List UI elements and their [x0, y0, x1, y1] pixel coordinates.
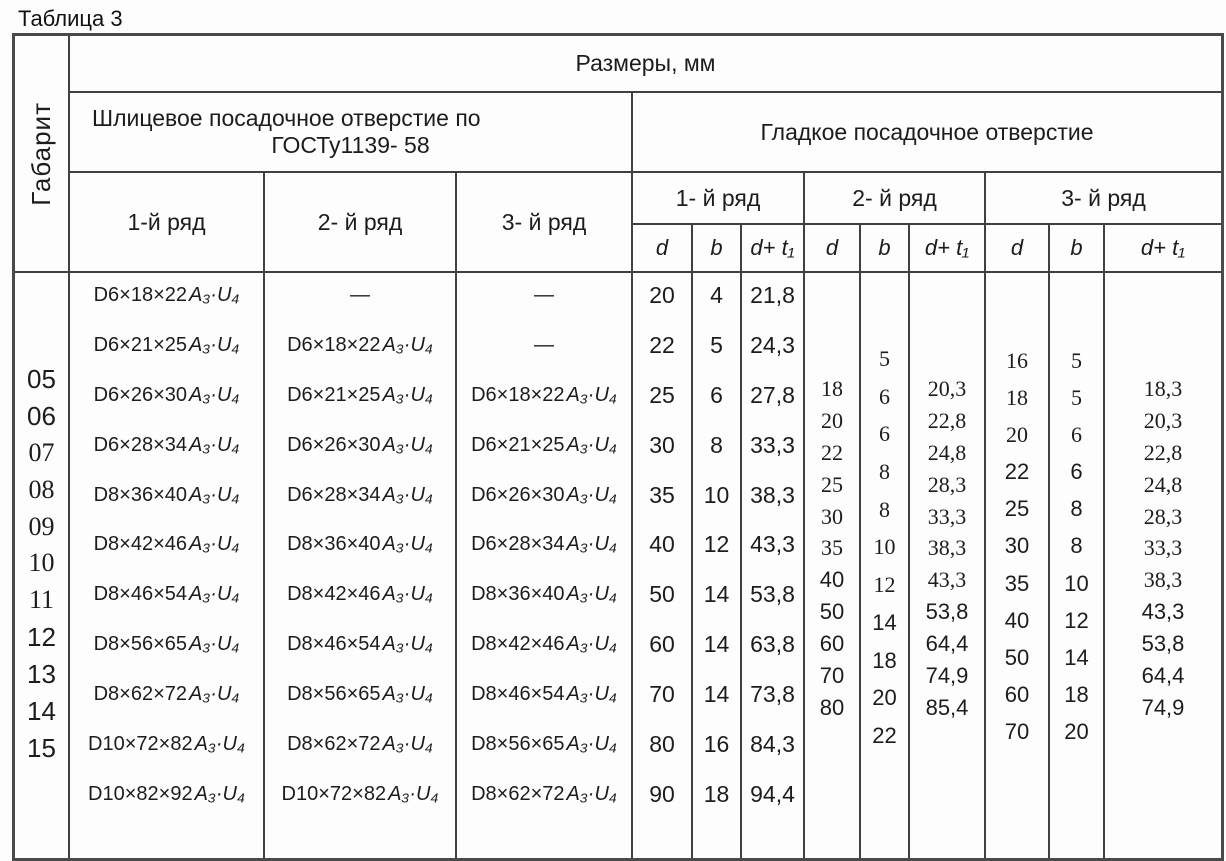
spline-fit: A₃·U₄	[189, 383, 240, 406]
d-value: 50	[649, 581, 675, 608]
spline-fit: A₃·U₄	[382, 733, 433, 756]
d-value: 25	[821, 471, 843, 497]
dt1-value: 20,3	[927, 376, 967, 401]
b-value: 6	[710, 381, 723, 408]
spline-designation	[471, 381, 617, 409]
smooth-r2-b-cell	[861, 273, 910, 858]
b-value: 18	[1064, 681, 1089, 707]
spline-designation	[471, 481, 617, 509]
dt1-value: 38,3	[1143, 567, 1183, 593]
dt1-value: 73,8	[750, 681, 795, 708]
dt1-value: 74,9	[1141, 694, 1185, 720]
b-value: 8	[879, 459, 890, 485]
b-value: 10	[1064, 570, 1089, 596]
gabarit-value: 05	[27, 364, 56, 394]
spline-size: D8×46×54	[471, 683, 565, 706]
spline-size: D8×56×65	[93, 633, 188, 656]
smooth-col-header-2: 2- й ряд	[805, 173, 986, 225]
spline-designation	[287, 431, 433, 459]
spline-fit: A₃·U₄	[566, 583, 617, 606]
dt1-value: 28,3	[1143, 503, 1183, 529]
b-value: 5	[879, 346, 890, 371]
subheader-b-1: b	[693, 225, 742, 273]
subheader-d-2: d	[805, 225, 861, 273]
spline-size: D8×56×65	[471, 733, 565, 756]
b-value: 5	[1071, 385, 1082, 411]
spline-col-header-1: 1-й ряд	[70, 173, 265, 273]
dt1-value: 18,3	[1143, 376, 1183, 401]
d-value: 22	[1004, 459, 1030, 485]
dt1-value: 27,8	[750, 381, 795, 408]
spline-designation	[287, 580, 433, 608]
d-value: 18	[1006, 385, 1028, 411]
d-value: 60	[819, 631, 845, 657]
smooth-r1-b-cell	[693, 273, 742, 858]
smooth-r1-d-cell	[633, 273, 693, 858]
gabarit-header-cell	[15, 36, 70, 273]
d-value: 90	[649, 780, 675, 807]
spline-size: D6×21×25	[287, 383, 381, 406]
d-value: 20	[649, 282, 675, 308]
gabarit-label: Габарит	[26, 101, 56, 206]
spline-designation	[471, 630, 617, 658]
b-value: 22	[872, 722, 897, 748]
gabarit-value: 13	[27, 659, 56, 690]
gabarit-value: 08	[28, 474, 55, 504]
spline-fit: A₃·U₄	[382, 683, 433, 706]
spline-designation	[287, 630, 433, 658]
dt1-value: 24,8	[927, 439, 967, 465]
spline-fit: A₃·U₄	[189, 284, 240, 306]
smooth-r1-dt1-stack	[742, 273, 803, 858]
spline-designation: —	[350, 284, 370, 306]
spline-size: D6×26×30	[471, 483, 565, 506]
d-value: 80	[649, 731, 675, 758]
smooth-r3-dt1-stack	[1105, 273, 1221, 858]
b-value: 12	[703, 531, 730, 558]
d-value: 40	[1004, 607, 1030, 633]
dt1-value: 33,3	[1143, 535, 1183, 561]
gabarit-value: 12	[27, 622, 56, 653]
dt1-value: 21,8	[750, 282, 795, 308]
spline-designation	[88, 730, 245, 758]
spline-fit: A₃·U₄	[382, 433, 433, 456]
spline-size: D8×36×40	[93, 483, 188, 506]
spline-designation	[282, 780, 439, 808]
spline-fit: A₃·U₄	[382, 483, 433, 506]
spline-designation	[94, 580, 240, 608]
dt1-value: 43,3	[1141, 599, 1185, 625]
d-value: 20	[821, 407, 843, 433]
spline-designation	[471, 530, 617, 558]
spline-size: D8×56×65	[287, 683, 381, 706]
subheader-dt1-2: d+ t₁	[910, 225, 986, 273]
gabarit-value: 10	[28, 548, 55, 578]
spline-size: D6×28×34	[287, 483, 381, 506]
b-value: 6	[1071, 422, 1082, 448]
subheader-d-3: d	[986, 225, 1050, 273]
spline-ryad3-stack	[457, 273, 631, 858]
spline-designation	[94, 381, 240, 409]
spline-fit: A₃·U₄	[566, 383, 617, 406]
spline-fit: A₃·U₄	[189, 633, 240, 656]
spline-size: D8×42×46	[93, 533, 188, 556]
spline-size: D8×62×72	[471, 782, 565, 805]
b-value: 8	[1070, 496, 1083, 522]
spline-fit: A₃·U₄	[194, 782, 245, 805]
spline-size: D6×26×30	[93, 383, 188, 406]
spline-size: D10×72×82	[281, 782, 387, 805]
spline-fit: A₃·U₄	[566, 433, 617, 456]
smooth-r1-dt1-cell	[742, 273, 805, 858]
gabarit-values-cell	[15, 273, 70, 858]
spline-size: D8×62×72	[93, 683, 188, 706]
dt1-value: 38,3	[750, 481, 795, 508]
dt1-value: 43,3	[927, 567, 967, 593]
dt1-value: 53,8	[925, 599, 969, 625]
dt1-value: 64,4	[925, 631, 969, 657]
smooth-r3-b-cell	[1050, 273, 1105, 858]
b-value: 10	[703, 481, 730, 508]
b-value: 14	[703, 631, 730, 658]
d-value: 25	[649, 381, 675, 408]
spline-size: D6×18×22	[287, 333, 381, 356]
dt1-value: 20,3	[1143, 407, 1183, 433]
spline-size: D6×18×22	[93, 284, 188, 306]
spline-section-header	[70, 93, 633, 173]
subheader-b-3: b	[1050, 225, 1105, 273]
table-caption: Таблица 3	[18, 6, 123, 31]
spline-designation	[471, 680, 617, 708]
spline-designation	[287, 381, 433, 409]
b-value: 8	[879, 496, 890, 522]
b-value: 12	[873, 572, 896, 598]
dt1-value: 24,8	[1143, 471, 1183, 497]
spline-designation	[94, 680, 240, 708]
spline-section-title-line2: ГОСТу1139- 58	[271, 132, 430, 158]
b-value: 14	[703, 681, 730, 708]
gabarit-value: 11	[28, 585, 55, 615]
b-value: 12	[1064, 607, 1089, 633]
spline-designation	[287, 680, 433, 708]
smooth-r1-b-stack	[693, 273, 740, 858]
spline-designation	[471, 780, 617, 808]
b-value: 6	[879, 421, 890, 447]
b-value: 20	[1064, 718, 1089, 744]
spline-designation	[94, 481, 240, 509]
smooth-r3-d-stack	[986, 273, 1048, 858]
gabarit-value: 06	[27, 400, 56, 431]
subheader-dt1-3: d+ t₁	[1105, 225, 1221, 273]
spline-fit: A₃·U₄	[194, 733, 245, 756]
dt1-value: 63,8	[750, 631, 795, 658]
smooth-r2-dt1-stack	[910, 273, 984, 858]
gabarit-stack	[15, 273, 68, 858]
b-value: 10	[873, 534, 896, 560]
spline-size: D8×62×72	[287, 733, 381, 756]
spline-size: D8×42×46	[287, 583, 381, 606]
b-value: 8	[1070, 533, 1083, 559]
spline-designation	[287, 331, 433, 359]
spline-size: D6×26×30	[287, 433, 381, 456]
dt1-value: 22,8	[927, 407, 967, 433]
subheader-b-2: b	[861, 225, 910, 273]
dt1-value: 24,3	[750, 331, 795, 358]
spline-fit: A₃·U₄	[189, 433, 240, 456]
spline-designation	[287, 730, 433, 758]
spline-section-title-line1: Шлицевое посадочное отверстие по	[92, 105, 481, 131]
spline-fit: A₃·U₄	[382, 533, 433, 556]
d-value: 70	[649, 681, 675, 708]
spline-size: D8×42×46	[471, 633, 565, 656]
smooth-r2-d-stack	[805, 273, 859, 858]
spline-designation	[94, 530, 240, 558]
smooth-r2-b-stack	[861, 273, 908, 858]
spline-designation	[471, 431, 617, 459]
spline-size: D8×46×54	[93, 583, 188, 606]
smooth-r2-dt1-cell	[910, 273, 986, 858]
spline-fit: A₃·U₄	[189, 483, 240, 506]
spline-ryad1-cell	[70, 273, 265, 858]
spline-size: D6×28×34	[471, 533, 565, 556]
d-value: 35	[1004, 570, 1030, 596]
d-value: 30	[821, 503, 843, 529]
dt1-value: 64,4	[1141, 663, 1185, 689]
spline-fit: A₃·U₄	[566, 782, 617, 805]
spline-designation: —	[534, 333, 554, 356]
d-value: 60	[1004, 681, 1030, 707]
dt1-value: 85,4	[925, 694, 969, 720]
smooth-r1-d-stack	[633, 273, 691, 858]
subheader-dt1-1: d+ t₁	[742, 225, 805, 273]
spline-fit: A₃·U₄	[388, 782, 439, 805]
dimensions-table	[12, 33, 1224, 861]
spline-designation	[471, 730, 617, 758]
b-value: 14	[1064, 644, 1089, 670]
spline-fit: A₃·U₄	[382, 633, 433, 656]
spline-fit: A₃·U₄	[566, 483, 617, 506]
spline-ryad1-stack	[70, 273, 263, 858]
gabarit-value: 09	[28, 511, 55, 541]
gabarit-value: 14	[27, 696, 56, 727]
spline-ryad2-cell	[265, 273, 457, 858]
b-value: 20	[872, 685, 897, 711]
b-value: 6	[879, 383, 890, 409]
dt1-value: 53,8	[750, 581, 795, 608]
dt1-value: 94,4	[750, 780, 795, 807]
d-value: 60	[649, 631, 675, 658]
spline-size: D8×46×54	[287, 633, 381, 656]
spline-fit: A₃·U₄	[189, 533, 240, 556]
dt1-value: 33,3	[927, 503, 967, 529]
b-value: 5	[1071, 348, 1082, 373]
dt1-value: 22,8	[1143, 439, 1183, 465]
dt1-value: 43,3	[750, 531, 795, 558]
d-value: 40	[649, 531, 675, 558]
smooth-col-header-3: 3- й ряд	[986, 173, 1221, 225]
spline-size: D6×21×25	[93, 333, 188, 356]
spline-size: D6×28×34	[93, 433, 188, 456]
dt1-value: 33,3	[750, 431, 795, 458]
d-value: 40	[819, 567, 845, 593]
smooth-r3-b-stack	[1050, 273, 1103, 858]
sizes-header: Размеры, мм	[70, 36, 1221, 93]
dt1-value: 28,3	[927, 471, 967, 497]
dt1-value: 74,9	[925, 663, 969, 689]
b-value: 5	[710, 331, 723, 358]
b-value: 14	[703, 581, 730, 608]
d-value: 30	[1004, 533, 1030, 559]
d-value: 22	[649, 331, 675, 358]
spline-ryad3-cell	[457, 273, 633, 858]
spline-ryad2-stack	[265, 273, 455, 858]
dt1-value: 53,8	[1141, 631, 1185, 657]
spline-designation	[287, 530, 433, 558]
dt1-value: 38,3	[927, 535, 967, 561]
d-value: 50	[819, 599, 845, 625]
d-value: 16	[1006, 348, 1028, 373]
spline-size: D8×36×40	[471, 583, 565, 606]
subheader-d-1: d	[633, 225, 693, 273]
smooth-r2-d-cell	[805, 273, 861, 858]
smooth-r3-dt1-cell	[1105, 273, 1221, 858]
d-value: 50	[1004, 644, 1030, 670]
d-value: 70	[1004, 718, 1030, 744]
spline-size: D10×82×92	[88, 782, 193, 805]
spline-fit: A₃·U₄	[189, 583, 240, 606]
spline-col-header-2: 2- й ряд	[265, 173, 457, 273]
spline-fit: A₃·U₄	[189, 683, 240, 706]
spline-size: D8×36×40	[287, 533, 381, 556]
spline-fit: A₃·U₄	[566, 533, 617, 556]
d-value: 35	[821, 535, 843, 561]
spline-fit: A₃·U₄	[382, 383, 433, 406]
spline-col-header-3: 3- й ряд	[457, 173, 633, 273]
spline-fit: A₃·U₄	[382, 333, 433, 356]
b-value: 18	[872, 647, 897, 673]
spline-size: D6×21×25	[471, 433, 565, 456]
spline-designation	[94, 331, 240, 359]
spline-designation	[88, 780, 245, 808]
d-value: 18	[821, 376, 843, 401]
spline-designation	[287, 481, 433, 509]
smooth-col-header-1: 1- й ряд	[633, 173, 805, 225]
d-value: 25	[1004, 496, 1030, 522]
spline-designation	[471, 580, 617, 608]
gabarit-value: 07	[28, 437, 55, 467]
d-value: 30	[649, 431, 675, 458]
b-value: 16	[703, 731, 730, 758]
smooth-r3-d-cell	[986, 273, 1050, 858]
d-value: 20	[1006, 422, 1028, 448]
b-value: 6	[1070, 459, 1083, 485]
d-value: 22	[821, 439, 843, 465]
spline-fit: A₃·U₄	[189, 333, 240, 356]
spline-designation	[94, 431, 240, 459]
dt1-value: 84,3	[750, 731, 795, 758]
gabarit-value: 15	[27, 732, 56, 763]
spline-designation: —	[534, 284, 554, 306]
b-value: 8	[710, 431, 723, 458]
spline-designation	[94, 630, 240, 658]
spline-fit: A₃·U₄	[382, 583, 433, 606]
spline-designation	[94, 281, 240, 309]
d-value: 70	[819, 663, 845, 689]
spline-fit: A₃·U₄	[566, 733, 617, 756]
d-value: 80	[819, 694, 845, 720]
b-value: 14	[872, 609, 897, 635]
spline-size: D10×72×82	[88, 733, 193, 756]
spline-fit: A₃·U₄	[566, 633, 617, 656]
spline-size: D6×18×22	[471, 383, 565, 406]
smooth-section-header: Гладкое посадочное отверстие	[633, 93, 1221, 173]
d-value: 35	[649, 481, 675, 508]
spline-fit: A₃·U₄	[566, 683, 617, 706]
b-value: 4	[710, 282, 723, 308]
b-value: 18	[703, 780, 730, 807]
